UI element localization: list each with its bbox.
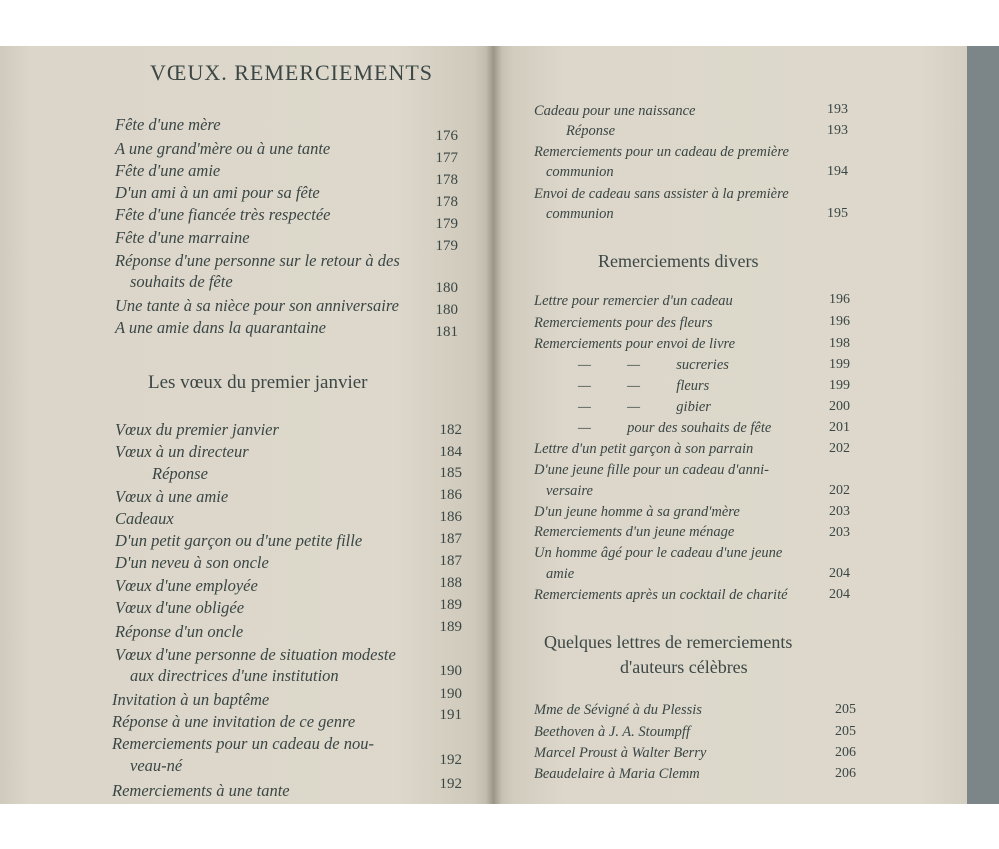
toc-page-number: 185 <box>439 465 462 481</box>
toc-page-number: 181 <box>435 324 458 340</box>
toc-page-number: 200 <box>829 399 850 414</box>
section-title: Remerciements divers <box>598 251 759 271</box>
toc-page-number: 196 <box>829 314 850 329</box>
toc-entry: Vœux d'une employée <box>115 576 258 595</box>
toc-page-number: 192 <box>439 776 462 792</box>
toc-page-number: 205 <box>835 724 856 739</box>
toc-page-number: 186 <box>439 509 462 525</box>
toc-page-number: 204 <box>829 566 850 581</box>
toc-page-number: 199 <box>829 357 850 372</box>
toc-page-number: 187 <box>439 553 462 569</box>
toc-page-number: 189 <box>439 597 462 613</box>
toc-entry: Vœux du premier janvier <box>115 420 279 439</box>
toc-entry: — — sucreries <box>578 357 729 373</box>
book-gutter <box>486 46 502 804</box>
toc-page-number: 179 <box>435 238 458 254</box>
toc-page-number: 196 <box>829 292 850 307</box>
toc-entry: D'une jeune fille pour un cadeau d'anni- <box>534 462 769 478</box>
toc-entry: Réponse à une invitation de ce genre <box>112 712 356 731</box>
toc-page-number: 184 <box>439 444 462 460</box>
toc-entry: amie <box>546 566 575 582</box>
toc-page-number: 194 <box>827 164 848 179</box>
toc-entry: A une amie dans la quarantaine <box>115 318 326 337</box>
toc-page-number: 201 <box>829 420 850 435</box>
toc-entry: Fête d'une fiancée très respectée <box>115 205 331 224</box>
toc-page-number: 192 <box>439 752 462 768</box>
toc-entry: souhaits de fête <box>130 272 233 291</box>
left-page <box>0 46 494 804</box>
toc-entry: Lettre d'un petit garçon à son parrain <box>534 441 754 457</box>
toc-entry: Remerciements pour un cadeau de première <box>534 144 789 160</box>
toc-page-number: 195 <box>827 206 848 221</box>
toc-entry: Vœux à une amie <box>115 487 229 506</box>
toc-page-number: 206 <box>835 766 856 781</box>
toc-page-number: 193 <box>827 123 848 138</box>
toc-entry: Remerciements pour un cadeau de nou- <box>112 734 374 753</box>
open-book <box>0 46 999 804</box>
toc-page-number: 205 <box>835 702 856 717</box>
toc-entry: Cadeaux <box>115 509 174 528</box>
toc-entry: aux directrices d'une institution <box>130 666 339 685</box>
toc-entry: Beethoven à J. A. Stoumpff <box>534 724 690 740</box>
toc-page-number: 193 <box>827 102 848 117</box>
toc-entry: D'un neveu à son oncle <box>115 553 269 572</box>
toc-page-number: 206 <box>835 745 856 760</box>
toc-entry: Réponse <box>566 123 616 139</box>
toc-page-number: 188 <box>439 575 462 591</box>
section-title: Les vœux du premier janvier <box>148 372 368 393</box>
toc-page-number: 191 <box>439 707 462 723</box>
toc-page-number: 177 <box>435 150 458 166</box>
toc-entry: Fête d'une amie <box>115 161 221 180</box>
toc-page-number: 190 <box>439 663 462 679</box>
toc-page-number: 189 <box>439 619 462 635</box>
toc-entry: Envoi de cadeau sans assister à la première <box>534 186 789 202</box>
toc-page-number: 180 <box>435 302 458 318</box>
toc-entry: Remerciements à une tante <box>112 781 290 800</box>
toc-entry: Invitation à un baptême <box>112 690 270 709</box>
toc-page-number: 178 <box>435 172 458 188</box>
toc-entry: veau-né <box>130 756 183 775</box>
toc-entry: Mme de Sévigné à du Plessis <box>534 702 702 718</box>
toc-page-number: 176 <box>435 128 458 144</box>
toc-entry: Beaudelaire à Maria Clemm <box>534 766 700 782</box>
toc-entry: Remerciements pour envoi de livre <box>534 336 736 352</box>
section-subtitle: d'auteurs célèbres <box>620 657 748 677</box>
toc-entry: Fête d'une mère <box>115 115 221 134</box>
toc-page-number: 180 <box>435 280 458 296</box>
right-page <box>494 46 967 804</box>
toc-page-number: 203 <box>829 525 850 540</box>
toc-page-number: 204 <box>829 587 850 602</box>
toc-page-number: 190 <box>439 686 462 702</box>
toc-entry: Remerciements pour des fleurs <box>534 315 713 331</box>
toc-entry: — — fleurs <box>578 378 710 394</box>
toc-entry: D'un jeune homme à sa grand'mère <box>534 504 740 520</box>
toc-entry: Remerciements d'un jeune ménage <box>534 524 735 540</box>
toc-entry: Marcel Proust à Walter Berry <box>534 745 707 761</box>
toc-page-number: 203 <box>829 504 850 519</box>
toc-entry: Lettre pour remercier d'un cadeau <box>534 293 733 309</box>
toc-entry: D'un ami à un ami pour sa fête <box>115 183 320 202</box>
toc-entry: A une grand'mère ou à une tante <box>115 139 331 158</box>
toc-entry: — pour des souhaits de fête <box>578 420 772 436</box>
toc-entry: Fête d'une marraine <box>115 228 250 247</box>
toc-entry: D'un petit garçon ou d'une petite fille <box>115 531 363 550</box>
toc-page-number: 179 <box>435 216 458 232</box>
page-heading: VŒUX. REMERCIEMENTS <box>150 60 434 85</box>
toc-page-number: 178 <box>435 194 458 210</box>
toc-entry: Un homme âgé pour le cadeau d'une jeune <box>534 545 783 561</box>
toc-entry: Une tante à sa nièce pour son anniversaire <box>115 296 399 315</box>
toc-entry: communion <box>546 164 614 180</box>
toc-entry: versaire <box>546 483 593 499</box>
toc-entry: Vœux à un directeur <box>115 442 249 461</box>
toc-entry: communion <box>546 206 614 222</box>
toc-page-number: 198 <box>829 336 850 351</box>
toc-page-number: 187 <box>439 531 462 547</box>
toc-entry: Vœux d'une personne de situation modeste <box>115 645 396 664</box>
toc-entry: Réponse <box>152 464 208 483</box>
toc-entry: Remerciements après un cocktail de charité <box>534 587 788 603</box>
toc-entry: Cadeau pour une naissance <box>534 103 696 119</box>
toc-page-number: 182 <box>439 422 462 438</box>
toc-entry: Réponse d'un oncle <box>115 622 244 641</box>
toc-page-number: 199 <box>829 378 850 393</box>
toc-page-number: 202 <box>829 441 850 456</box>
toc-entry: Réponse d'une personne sur le retour à des <box>115 251 400 270</box>
toc-page-number: 202 <box>829 483 850 498</box>
toc-entry: Vœux d'une obligée <box>115 598 245 617</box>
section-title: Quelques lettres de remerciements <box>544 632 793 652</box>
toc-entry: — — gibier <box>578 399 711 415</box>
toc-page-number: 186 <box>439 487 462 503</box>
